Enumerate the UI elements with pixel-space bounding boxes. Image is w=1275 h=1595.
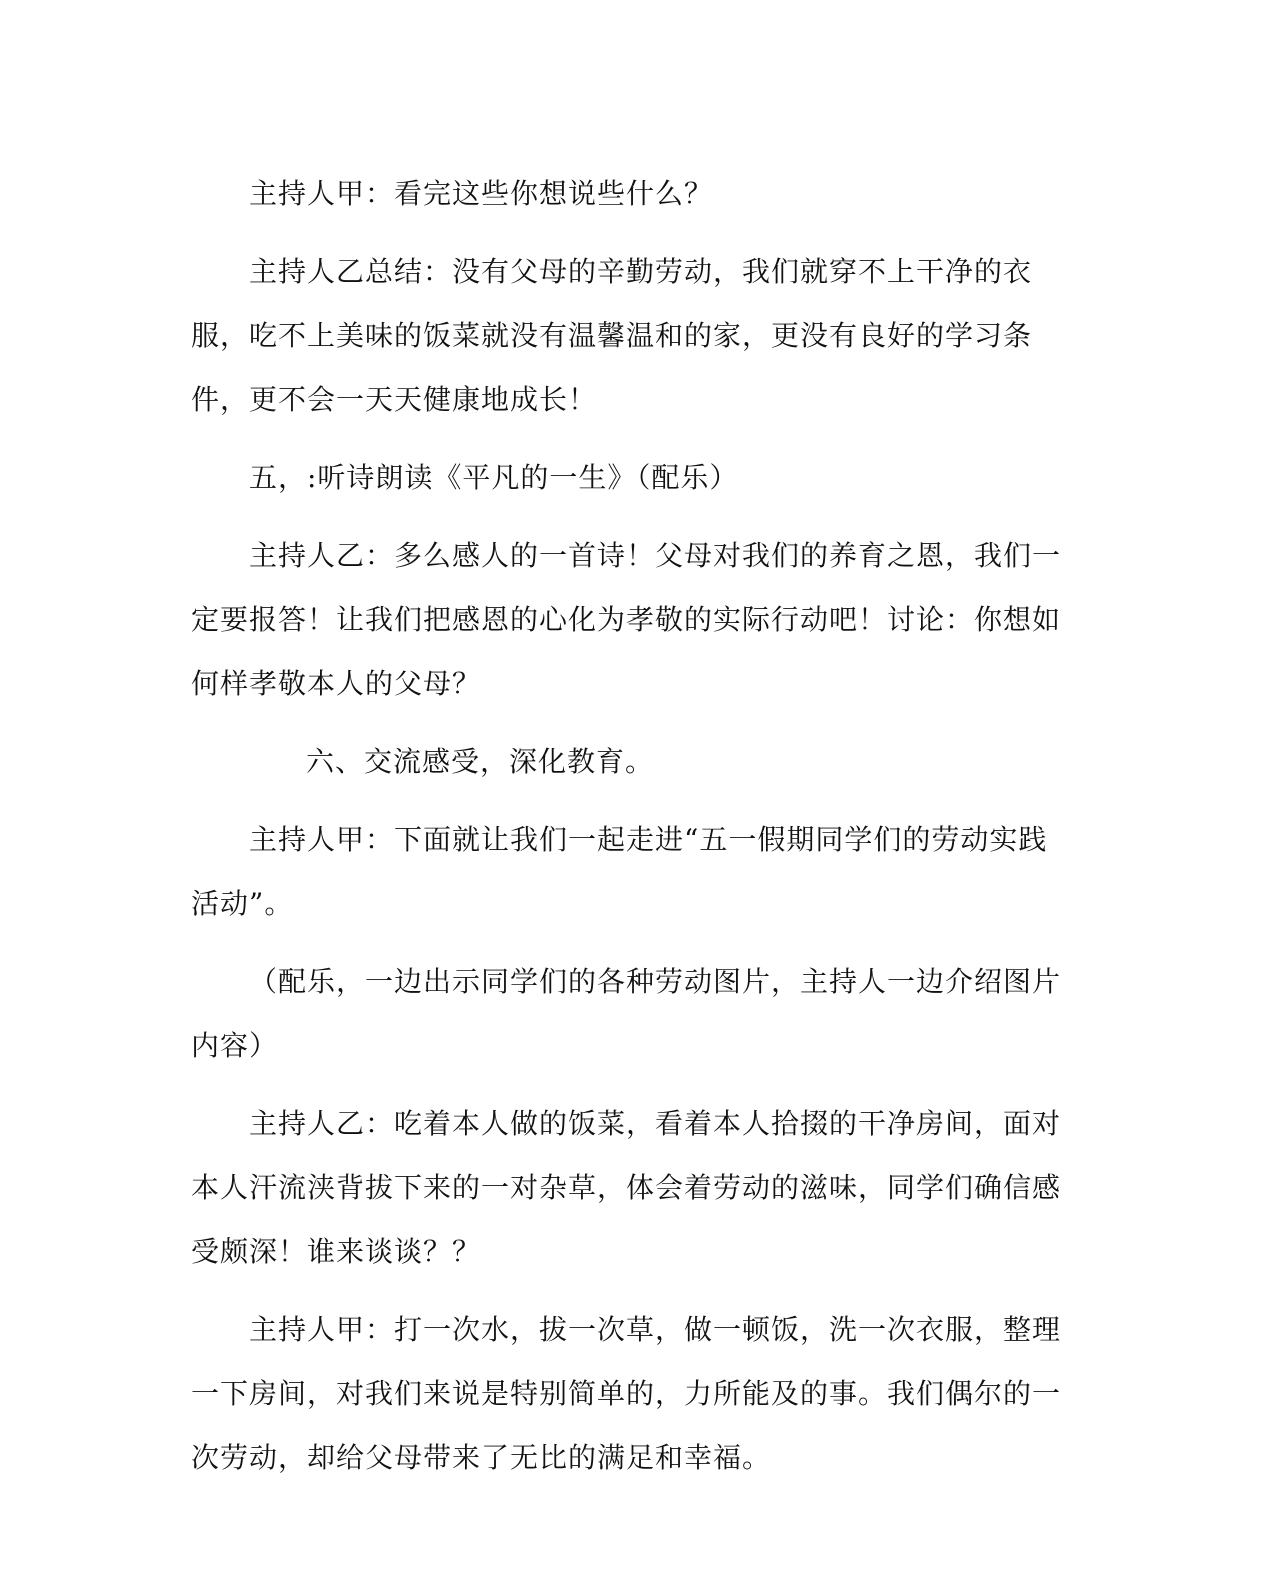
paragraph-section-five: 五，:听诗朗读《平凡的一生》（配乐） [249, 461, 739, 494]
paragraph-host-a-practice: 主持人甲：下面就让我们一起走进“五一假期同学们的劳动实践活动”。 [191, 823, 1048, 920]
paragraph-host-b-feelings: 主持人乙：吃着本人做的饭菜，看着本人拾掇的干净房间，面对本人汗流浃背拔下来的一对杂草，体会着劳动的滋味，同学们确信感受颇深！谁来谈谈？？ [191, 1107, 1062, 1268]
paragraph-section-six: 六、交流感受，深化教育。 [306, 745, 655, 778]
paragraph-host-b-summary: 主持人乙总结：没有父母的辛勤劳动，我们就穿不上干净的衣服，吃不上美味的饭菜就没有温馨温和的家，更没有良好的学习条件，更不会一天天健康地成长！ [191, 255, 1033, 416]
paragraph-host-a-conclusion: 主持人甲：打一次水，拔一次草，做一顿饭，洗一次衣服，整理一下房间，对我们来说是特别简单的，力所能及的事。我们偶尔的一次劳动，却给父母带来了无比的满足和幸福。 [191, 1313, 1062, 1474]
paragraph-host-b-poem: 主持人乙：多么感人的一首诗！父母对我们的养育之恩，我们一定要报答！让我们把感恩的心化为孝敬的实际行动吧！讨论：你想如何样孝敬本人的父母？ [191, 539, 1062, 700]
paragraph-stage-note: （配乐，一边出示同学们的各种劳动图片，主持人一边介绍图片内容） [191, 965, 1062, 1062]
paragraph-host-a-question: 主持人甲：看完这些你想说些什么？ [249, 177, 714, 210]
document-body [191, 162, 1071, 1504]
